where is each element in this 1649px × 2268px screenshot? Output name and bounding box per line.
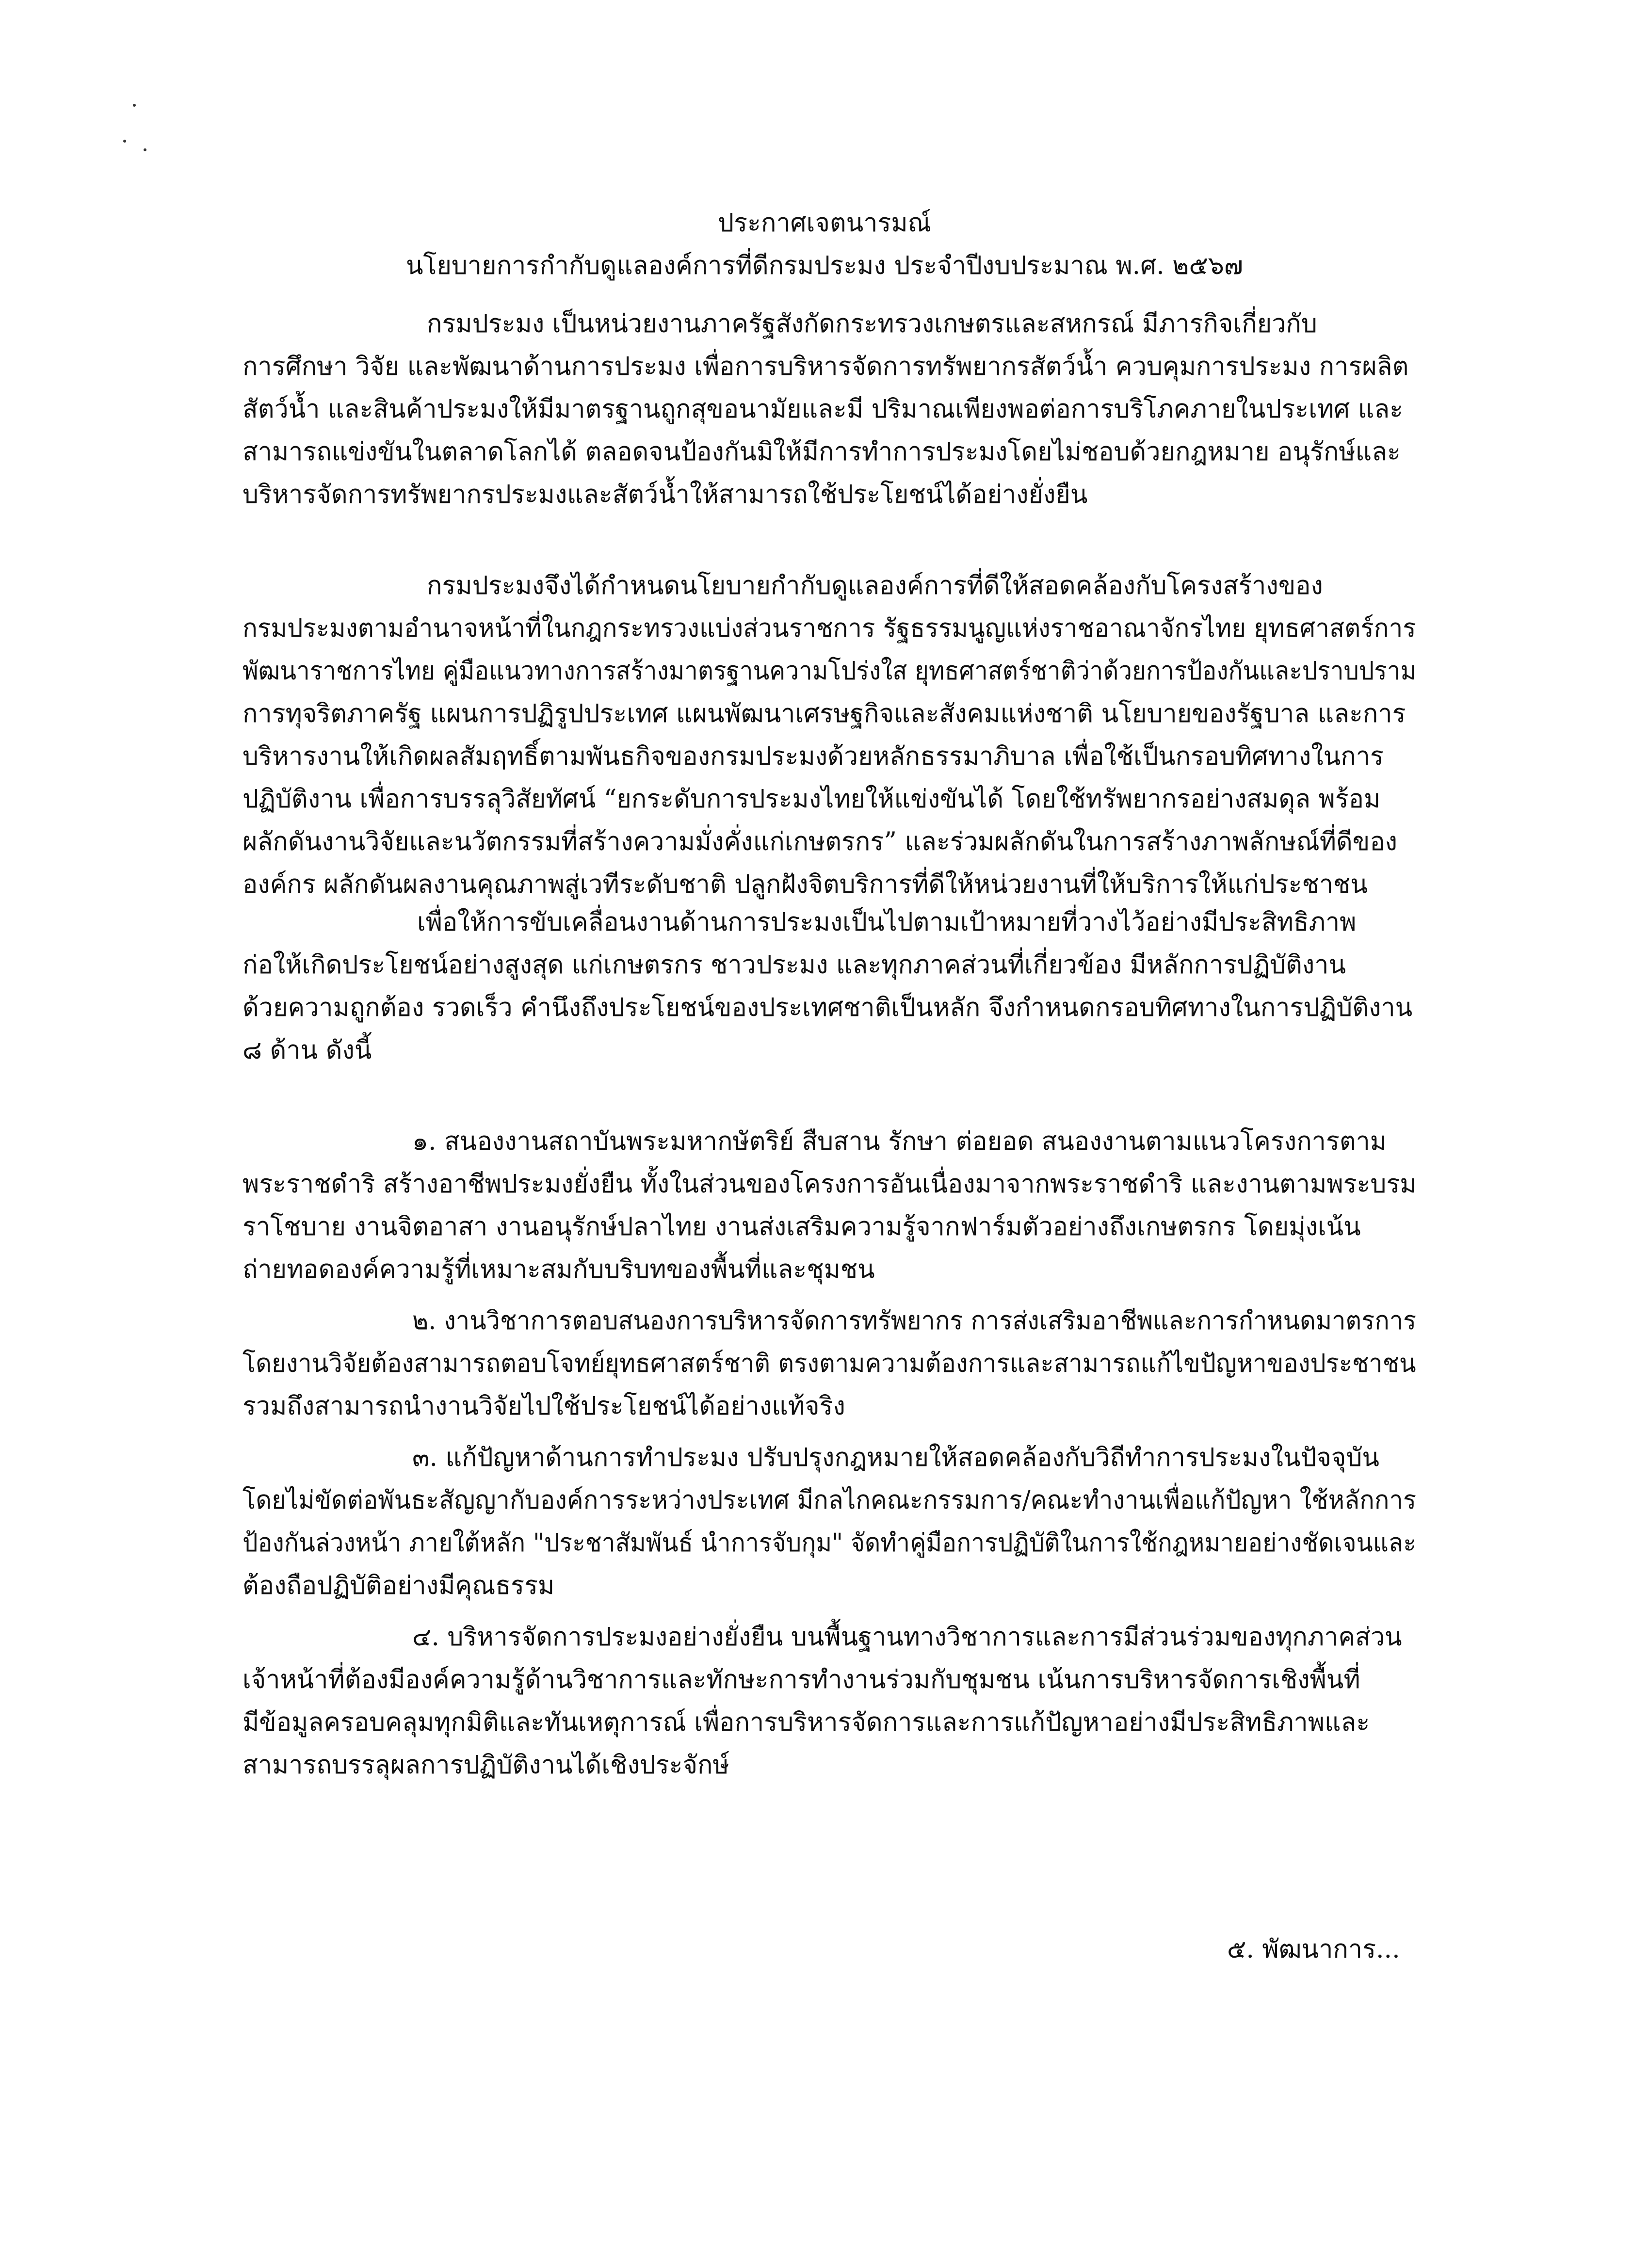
- policy-item-4-line: เจ้าหน้าที่ต้องมีองค์ความรู้ด้านวิชาการและทักษะการทำงานร่วมกับชุมชน เน้นการบริหารจัดการเชิงพื้นที่: [242, 1665, 1360, 1694]
- policy-item-1-line: ราโชบาย งานจิตอาสา งานอนุรักษ์ปลาไทย งานส่งเสริมความรู้จากฟาร์มตัวอย่างถึงเกษตรกร โดยมุ่งเน้น: [242, 1212, 1361, 1241]
- paragraph-1-line: สามารถแข่งขันในตลาดโลกได้ ตลอดจนป้องกันมิให้มีการทำการประมงโดยไม่ชอบด้วยกฎหมาย อนุรักษ์และ: [242, 437, 1401, 466]
- policy-item-1-line: ๑. สนองงานสถาบันพระมหากษัตริย์ สืบสาน รักษา ต่อยอด สนองงานตามแนวโครงการตาม: [412, 1127, 1387, 1156]
- paragraph-1-line: กรมประมง เป็นหน่วยงานภาครัฐสังกัดกระทรวงเกษตรและสหกรณ์ มีภารกิจเกี่ยวกับ: [427, 309, 1317, 338]
- policy-item-2-line: ๒. งานวิชาการตอบสนองการบริหารจัดการทรัพยากร การส่งเสริมอาชีพและการกำหนดมาตรการ: [412, 1306, 1417, 1335]
- policy-item-4-line: สามารถบรรลุผลการปฏิบัติงานได้เชิงประจักษ์: [242, 1751, 729, 1780]
- policy-item-2-line: โดยงานวิจัยต้องสามารถตอบโจทย์ยุทธศาสตร์ชาติ ตรงตามความต้องการและสามารถแก้ไขปัญหาของประชาชน: [242, 1349, 1416, 1378]
- policy-item-3-line: โดยไม่ขัดต่อพันธะสัญญากับองค์การระหว่างประเทศ มีกลไกคณะกรรมการ/คณะทำงานเพื่อแก้ปัญหา ใช้หลักการ: [242, 1486, 1417, 1515]
- paragraph-1-line: การศึกษา วิจัย และพัฒนาด้านการประมง เพื่อการบริหารจัดการทรัพยากรสัตว์น้ำ ควบคุมการประมง การผลิต: [242, 352, 1409, 381]
- paragraph-2-line: ผลักดันงานวิจัยและนวัตกรรมที่สร้างความมั่งคั่งแก่เกษตรกร” และร่วมผลักดันในการสร้างภาพลักษณ์ที่ดีของ: [242, 827, 1397, 856]
- paragraph-2-line: กรมประมงจึงได้กำหนดนโยบายกำกับดูแลองค์การที่ดีให้สอดคล้องกับโครงสร้างของ: [427, 571, 1323, 600]
- policy-item-4-line: มีข้อมูลครอบคลุมทุกมิติและทันเหตุการณ์ เพื่อการบริหารจัดการและการแก้ปัญหาอย่างมีประสิทธิภาพและ: [242, 1708, 1370, 1737]
- document-title: ประกาศเจตนารมณ์: [718, 209, 931, 238]
- paragraph-3-line: ๘ ด้าน ดังนี้: [242, 1036, 372, 1065]
- policy-item-2-line: รวมถึงสามารถนำงานวิจัยไปใช้ประโยชน์ได้อย่างแท้จริง: [242, 1392, 845, 1421]
- paragraph-1-line: สัตว์น้ำ และสินค้าประมงให้มีมาตรฐานถูกสุขอนามัยและมี ปริมาณเพียงพอต่อการบริโภคภายในประเทศ และ: [242, 395, 1404, 424]
- paragraph-2-line: บริหารงานให้เกิดผลสัมฤทธิ์ตามพันธกิจของกรมประมงด้วยหลักธรรมาภิบาล เพื่อใช้เป็นกรอบทิศทางในการ: [242, 742, 1384, 771]
- paragraph-2-line: กรมประมงตามอำนาจหน้าที่ในกฎกระทรวงแบ่งส่วนราชการ รัฐธรรมนูญแห่งราชอาณาจักรไทย ยุทธศาสตร์การ: [242, 614, 1416, 643]
- paragraph-3-line: ก่อให้เกิดประโยชน์อย่างสูงสุด แก่เกษตรกร ชาวประมง และทุกภาคส่วนที่เกี่ยวข้อง มีหลักการปฏิบัติงาน: [242, 950, 1346, 980]
- scan-speck: [144, 148, 146, 151]
- policy-item-3-line: ต้องถือปฏิบัติอย่างมีคุณธรรม: [242, 1571, 555, 1600]
- policy-item-1-line: ถ่ายทอดองค์ความรู้ที่เหมาะสมกับบริบทของพื้นที่และชุมชน: [242, 1255, 875, 1284]
- policy-item-3-line: ๓. แก้ปัญหาด้านการทำประมง ปรับปรุงกฎหมายให้สอดคล้องกับวิถีทำการประมงในปัจจุบัน: [412, 1443, 1379, 1472]
- policy-item-1-line: พระราชดำริ สร้างอาชีพประมงยั่งยืน ทั้งในส่วนของโครงการอันเนื่องมาจากพระราชดำริ และงานตามพระบรม: [242, 1170, 1417, 1199]
- paragraph-3-line: เพื่อให้การขับเคลื่อนงานด้านการประมงเป็นไปตามเป้าหมายที่วางไว้อย่างมีประสิทธิภาพ: [417, 908, 1357, 937]
- paragraph-1-line: บริหารจัดการทรัพยากรประมงและสัตว์น้ำให้สามารถใช้ประโยชน์ได้อย่างยั่งยืน: [242, 480, 1088, 509]
- document-subtitle: นโยบายการกำกับดูแลองค์การที่ดีกรมประมง ประจำปีงบประมาณ พ.ศ. ๒๕๖๗: [405, 251, 1244, 280]
- paragraph-2-line: การทุจริตภาครัฐ แผนการปฏิรูปประเทศ แผนพัฒนาเศรษฐกิจและสังคมแห่งชาติ นโยบายของรัฐบาล และการ: [242, 699, 1406, 728]
- policy-item-3-line: ป้องกันล่วงหน้า ภายใต้หลัก "ประชาสัมพันธ์ นำการจับกุม" จัดทำคู่มือการปฏิบัติในการใช้กฎหมายอย่างชัดเจนและ: [242, 1528, 1416, 1558]
- paragraph-2-line: พัฒนาราชการไทย คู่มือแนวทางการสร้างมาตรฐานความโปร่งใส ยุทธศาสตร์ชาติว่าด้วยการป้องกันและปราบปราม: [242, 657, 1417, 686]
- page-continuation: ๕. พัฒนาการ...: [1227, 1935, 1400, 1964]
- paragraph-2-line: องค์กร ผลักดันผลงานคุณภาพสู่เวทีระดับชาติ ปลูกฝังจิตบริการที่ดีให้หน่วยงานที่ให้บริการให้แก่ประชาชน: [242, 870, 1368, 899]
- scan-speck: [123, 140, 126, 143]
- policy-item-4-line: ๔. บริหารจัดการประมงอย่างยั่งยืน บนพื้นฐานทางวิชาการและการมีส่วนร่วมของทุกภาคส่วน: [412, 1623, 1402, 1652]
- scan-speck: [133, 104, 136, 107]
- paragraph-3-line: ด้วยความถูกต้อง รวดเร็ว คำนึงถึงประโยชน์ของประเทศชาติเป็นหลัก จึงกำหนดกรอบทิศทางในการปฏิบัติงาน: [242, 993, 1413, 1022]
- paragraph-2-line: ปฏิบัติงาน เพื่อการบรรลุวิสัยทัศน์ “ยกระดับการประมงไทยให้แข่งขันได้ โดยใช้ทรัพยากรอย่างสมดุล พร้อม: [242, 785, 1381, 814]
